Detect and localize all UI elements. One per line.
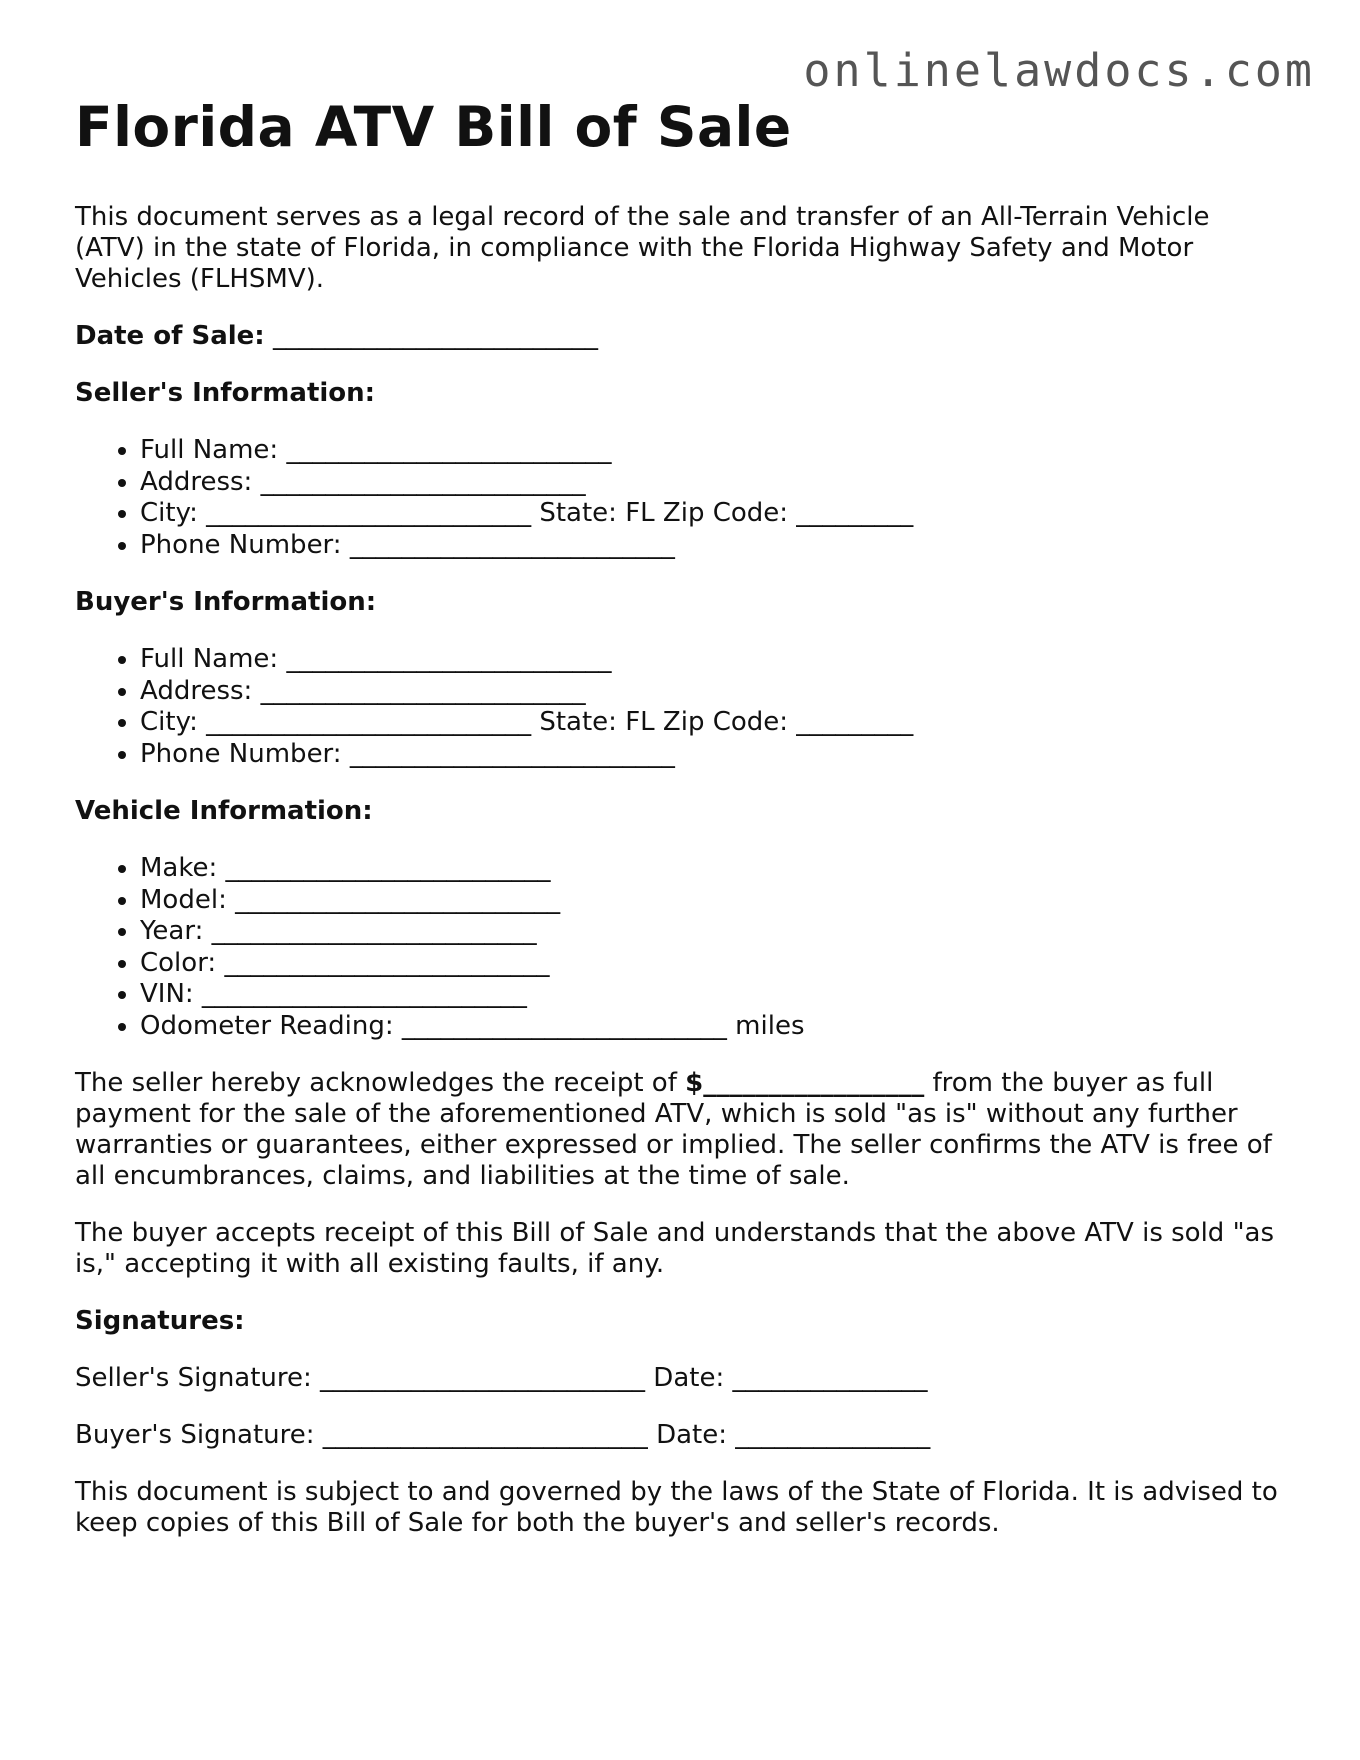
vehicle-year-field[interactable]: • Year: _________________________ <box>140 916 1285 948</box>
date-of-sale-label: Date of Sale: <box>75 321 265 351</box>
watermark-text: onlinelawdocs.com <box>803 44 1315 97</box>
payment-paragraph <box>75 1068 1285 1192</box>
vehicle-color-field[interactable]: • Color: _________________________ <box>140 948 1285 980</box>
vehicle-odometer-field[interactable]: • Odometer Reading: _________________________ miles <box>140 1011 1285 1043</box>
buyer-info-list <box>75 644 1285 770</box>
seller-phone-field[interactable]: • Phone Number: _________________________ <box>140 530 1285 562</box>
seller-info-list <box>75 435 1285 561</box>
payment-amount-blank[interactable]: $_________________ <box>685 1068 925 1098</box>
vehicle-model-field[interactable]: • Model: _________________________ <box>140 885 1285 917</box>
document-title: Florida ATV Bill of Sale <box>75 95 792 159</box>
seller-address-field[interactable]: • Address: _________________________ <box>140 467 1285 499</box>
date-of-sale-line <box>75 321 1285 352</box>
vehicle-info-list <box>75 853 1285 1042</box>
buyer-phone-field[interactable]: • Phone Number: _________________________ <box>140 739 1285 771</box>
payment-text-before: The seller hereby acknowledges the receipt of <box>75 1068 686 1098</box>
buyer-signature-line[interactable]: Buyer's Signature: _________________________ Date: _______________ <box>75 1420 931 1450</box>
document-page <box>75 92 1285 1565</box>
seller-full-name-field[interactable]: • Full Name: _________________________ <box>140 435 1285 467</box>
signatures-heading: Signatures: <box>75 1306 245 1336</box>
seller-signature-line[interactable]: Seller's Signature: _________________________ Date: _______________ <box>75 1363 928 1393</box>
payment-text-after: from the buyer as full payment for the sale of the aforementioned ATV, which is sold "as is" without any further warranties or guarantees, either expressed or implied. The seller confirms the ATV is free of all encumbrances, claims, and liabilities at the time of sale. <box>75 1068 1272 1191</box>
buyer-heading: Buyer's Information: <box>75 587 377 617</box>
buyer-address-field[interactable]: • Address: _________________________ <box>140 676 1285 708</box>
seller-city-state-zip-field[interactable]: • City: _________________________ State: FL Zip Code: _________ <box>140 498 1285 530</box>
vehicle-make-field[interactable]: • Make: _________________________ <box>140 853 1285 885</box>
seller-heading: Seller's Information: <box>75 378 376 408</box>
vehicle-vin-field[interactable]: • VIN: _________________________ <box>140 979 1285 1011</box>
buyer-city-state-zip-field[interactable]: • City: _________________________ State: FL Zip Code: _________ <box>140 707 1285 739</box>
intro-paragraph: This document serves as a legal record of the sale and transfer of an All-Terrain Vehicle (ATV) in the state of Florida, in compliance with the Florida Highway Safety and Motor Vehicles (FLHSMV). <box>75 202 1210 294</box>
buyer-full-name-field[interactable]: • Full Name: _________________________ <box>140 644 1285 676</box>
closing-paragraph: This document is subject to and governed by the laws of the State of Florida. It is advised to keep copies of this Bill of Sale for both the buyer's and seller's records. <box>75 1477 1278 1538</box>
acceptance-paragraph: The buyer accepts receipt of this Bill of Sale and understands that the above ATV is sold "as is," accepting it with all existing faults, if any. <box>75 1218 1275 1279</box>
date-of-sale-blank[interactable]: _________________________ <box>272 321 598 351</box>
vehicle-heading: Vehicle Information: <box>75 796 373 826</box>
